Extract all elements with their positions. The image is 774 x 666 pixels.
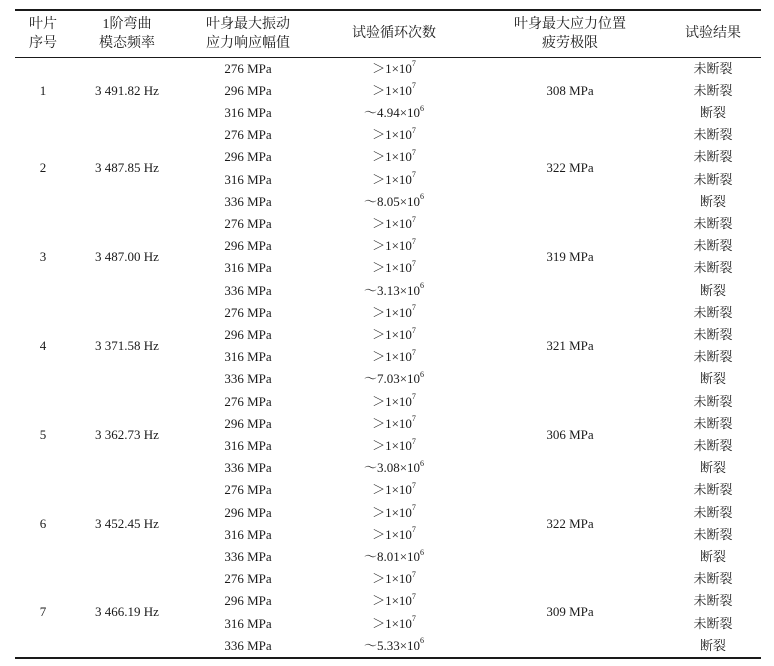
test-result-cell: 未断裂	[693, 60, 733, 76]
header-line: 序号	[29, 35, 57, 51]
modal-frequency-cell: 3 487.85 Hz	[95, 160, 159, 176]
test-result-cell: 未断裂	[693, 238, 733, 254]
stress-amplitude-cell: 276 MPa	[224, 571, 272, 587]
stress-amplitude-cell: 276 MPa	[224, 482, 272, 498]
cycles-value: ＞1×10	[372, 593, 412, 609]
cycles-exponent: 6	[420, 281, 425, 291]
cycles-value: ＞1×10	[372, 526, 412, 542]
stress-amplitude-cell: 276 MPa	[224, 304, 272, 320]
fatigue-limit-cell: 319 MPa	[546, 249, 594, 265]
cycles-exponent: 7	[411, 303, 416, 313]
modal-frequency-cell: 3 362.73 Hz	[95, 426, 159, 442]
test-cycles-cell	[313, 235, 475, 257]
test-cycles-cell	[313, 80, 475, 102]
modal-frequency-cell: 3 487.00 Hz	[95, 249, 159, 265]
test-cycles-cell	[313, 213, 475, 235]
test-result-cell: 未断裂	[693, 149, 733, 165]
test-cycles-cell	[313, 635, 475, 658]
cycles-exponent: 6	[420, 458, 425, 468]
test-result-cell: 未断裂	[693, 526, 733, 542]
stress-amplitude-cell: 336 MPa	[224, 193, 272, 209]
stress-amplitude-cell: 296 MPa	[224, 82, 272, 98]
cycles-exponent: 7	[411, 170, 416, 180]
blade-number-cell: 6	[39, 515, 47, 531]
cycles-value: ＞1×10	[372, 326, 412, 342]
cycles-value: ＞1×10	[372, 82, 412, 98]
cycles-exponent: 7	[411, 347, 416, 357]
header-line: 模态频率	[99, 35, 155, 51]
test-result-cell: 断裂	[699, 371, 726, 387]
test-cycles-cell	[313, 146, 475, 168]
test-result-cell: 断裂	[699, 104, 726, 120]
table-row	[15, 391, 761, 413]
test-result-cell: 未断裂	[693, 304, 733, 320]
cycles-exponent: 7	[411, 147, 416, 157]
header-line: 1阶弯曲	[102, 16, 152, 32]
test-cycles-cell	[313, 391, 475, 413]
cycles-exponent: 7	[411, 125, 416, 135]
test-result-cell: 断裂	[699, 548, 726, 564]
cycles-value: ＞1×10	[372, 393, 412, 409]
cycles-value: ＞1×10	[372, 349, 412, 365]
cycles-value: ～5.33×10	[363, 637, 421, 653]
test-cycles-cell	[313, 346, 475, 368]
test-cycles-cell	[313, 524, 475, 546]
test-cycles-cell	[313, 457, 475, 479]
test-cycles-cell	[313, 590, 475, 612]
stress-amplitude-cell: 336 MPa	[224, 637, 272, 653]
test-result-cell: 未断裂	[693, 171, 733, 187]
fatigue-test-table	[15, 9, 761, 659]
test-result-cell: 未断裂	[693, 393, 733, 409]
stress-amplitude-cell: 316 MPa	[224, 615, 272, 631]
test-cycles-cell	[313, 613, 475, 635]
cycles-exponent: 6	[420, 370, 425, 380]
cycles-value: ＞1×10	[372, 304, 412, 320]
stress-amplitude-cell: 296 MPa	[224, 326, 272, 342]
blade-number-cell: 7	[39, 604, 47, 620]
cycles-exponent: 6	[420, 103, 425, 113]
modal-frequency-cell: 3 466.19 Hz	[95, 604, 159, 620]
cycles-exponent: 7	[411, 614, 416, 624]
cycles-exponent: 7	[411, 525, 416, 535]
header-line: 试验结果	[685, 26, 741, 42]
blade-number-cell: 5	[39, 426, 47, 442]
table-row	[15, 57, 761, 80]
test-result-cell: 未断裂	[693, 437, 733, 453]
modal-frequency-cell: 3 452.45 Hz	[95, 515, 159, 531]
test-result-cell: 断裂	[699, 460, 726, 476]
blade-number-cell: 1	[39, 82, 47, 98]
test-cycles-cell	[313, 257, 475, 279]
stress-amplitude-cell: 336 MPa	[224, 460, 272, 476]
stress-amplitude-cell: 316 MPa	[224, 526, 272, 542]
cycles-exponent: 7	[411, 236, 416, 246]
header-line: 应力响应幅值	[206, 35, 290, 51]
cycles-value: ＞1×10	[372, 504, 412, 520]
test-cycles-cell	[313, 368, 475, 390]
cycles-value: ＞1×10	[372, 171, 412, 187]
test-cycles-cell	[313, 502, 475, 524]
table-header	[15, 10, 761, 57]
header-stress-amplitude	[183, 10, 313, 57]
test-cycles-cell	[313, 124, 475, 146]
test-result-cell: 未断裂	[693, 260, 733, 276]
header-fatigue-limit	[475, 10, 665, 57]
cycles-exponent: 7	[411, 436, 416, 446]
stress-amplitude-cell: 316 MPa	[224, 104, 272, 120]
stress-amplitude-cell: 316 MPa	[224, 437, 272, 453]
cycles-value: ＞1×10	[372, 415, 412, 431]
cycles-exponent: 7	[411, 259, 416, 268]
cycles-value: ～7.03×10	[363, 371, 421, 387]
test-result-cell: 未断裂	[693, 326, 733, 342]
test-cycles-cell	[313, 102, 475, 124]
table-row	[15, 124, 761, 146]
blade-number-cell: 2	[39, 160, 47, 176]
cycles-value: ＞1×10	[372, 615, 412, 631]
table-row	[15, 302, 761, 324]
table-row	[15, 479, 761, 501]
test-result-cell: 未断裂	[693, 615, 733, 631]
fatigue-limit-cell: 306 MPa	[546, 426, 594, 442]
cycles-exponent: 7	[411, 503, 416, 513]
fatigue-limit-cell: 308 MPa	[546, 82, 594, 98]
table-row	[15, 568, 761, 590]
test-cycles-cell	[313, 324, 475, 346]
cycles-exponent: 6	[420, 547, 425, 557]
test-cycles-cell	[313, 479, 475, 501]
test-result-cell: 未断裂	[693, 482, 733, 498]
blade-number-cell: 4	[39, 338, 47, 354]
cycles-exponent: 6	[420, 636, 425, 646]
test-cycles-cell	[313, 546, 475, 568]
cycles-value: ＞1×10	[372, 215, 412, 231]
header-line: 试验循环次数	[352, 26, 436, 42]
stress-amplitude-cell: 276 MPa	[224, 127, 272, 143]
stress-amplitude-cell: 296 MPa	[224, 415, 272, 431]
modal-frequency-cell: 3 491.82 Hz	[95, 82, 159, 98]
cycles-exponent: 7	[411, 59, 416, 69]
test-result-cell: 未断裂	[693, 349, 733, 365]
header-blade-number	[15, 10, 71, 57]
cycles-value: ＞1×10	[372, 437, 412, 453]
cycles-exponent: 7	[411, 392, 416, 402]
test-result-cell: 断裂	[699, 193, 726, 209]
stress-amplitude-cell: 276 MPa	[224, 60, 272, 76]
test-result-cell: 未断裂	[693, 571, 733, 587]
header-row	[15, 10, 761, 57]
header-test-result	[665, 10, 761, 57]
cycles-value: ～3.13×10	[363, 282, 421, 298]
header-line: 疲劳极限	[542, 35, 598, 51]
cycles-exponent: 7	[411, 592, 416, 602]
test-result-cell: 未断裂	[693, 593, 733, 609]
table-body	[15, 57, 761, 658]
test-cycles-cell	[313, 191, 475, 213]
cycles-exponent: 7	[411, 214, 416, 224]
test-cycles-cell	[313, 302, 475, 324]
cycles-value: ～4.94×10	[363, 104, 421, 120]
cycles-exponent: 7	[411, 569, 416, 579]
fatigue-limit-cell: 322 MPa	[546, 515, 594, 531]
header-modal-frequency	[71, 10, 183, 57]
cycles-exponent: 7	[411, 414, 416, 424]
test-result-cell: 未断裂	[693, 215, 733, 231]
stress-amplitude-cell: 316 MPa	[224, 349, 272, 365]
cycles-value: ＞1×10	[372, 238, 412, 254]
blade-number-cell: 3	[39, 249, 47, 265]
table-row	[15, 213, 761, 235]
cycles-exponent: 7	[411, 481, 416, 491]
test-result-cell: 未断裂	[693, 127, 733, 143]
stress-amplitude-cell: 276 MPa	[224, 215, 272, 231]
stress-amplitude-cell: 336 MPa	[224, 548, 272, 564]
test-cycles-cell	[313, 413, 475, 435]
fatigue-limit-cell: 322 MPa	[546, 160, 594, 176]
stress-amplitude-cell: 336 MPa	[224, 371, 272, 387]
fatigue-limit-cell: 309 MPa	[546, 604, 594, 620]
test-cycles-cell	[313, 280, 475, 302]
cycles-value: ～8.01×10	[363, 548, 421, 564]
test-result-cell: 断裂	[699, 637, 726, 653]
cycles-value: ～3.08×10	[363, 460, 421, 476]
cycles-exponent: 6	[420, 192, 425, 202]
cycles-value: ＞1×10	[372, 127, 412, 143]
cycles-value: ＞1×10	[372, 571, 412, 587]
stress-amplitude-cell: 296 MPa	[224, 149, 272, 165]
header-line: 叶片	[29, 16, 57, 32]
header-line: 叶身最大振动	[206, 16, 290, 32]
test-result-cell: 未断裂	[693, 82, 733, 98]
cycles-value: ～8.05×10	[363, 193, 421, 209]
cycles-exponent: 7	[411, 325, 416, 335]
stress-amplitude-cell: 276 MPa	[224, 393, 272, 409]
stress-amplitude-cell: 316 MPa	[224, 260, 272, 276]
modal-frequency-cell: 3 371.58 Hz	[95, 338, 159, 354]
test-cycles-cell	[313, 435, 475, 457]
cycles-value: ＞1×10	[372, 260, 412, 276]
cycles-value: ＞1×10	[372, 482, 412, 498]
test-result-cell: 未断裂	[693, 504, 733, 520]
stress-amplitude-cell: 316 MPa	[224, 171, 272, 187]
fatigue-limit-cell: 321 MPa	[546, 338, 594, 354]
cycles-exponent: 7	[411, 81, 416, 91]
test-cycles-cell	[313, 57, 475, 80]
cycles-value: ＞1×10	[372, 149, 412, 165]
stress-amplitude-cell: 296 MPa	[224, 238, 272, 254]
test-cycles-cell	[313, 169, 475, 191]
header-test-cycles	[313, 10, 475, 57]
header-line: 叶身最大应力位置	[514, 16, 626, 32]
test-cycles-cell	[313, 568, 475, 590]
stress-amplitude-cell: 296 MPa	[224, 593, 272, 609]
cycles-value: ＞1×10	[372, 60, 412, 76]
stress-amplitude-cell: 336 MPa	[224, 282, 272, 298]
stress-amplitude-cell: 296 MPa	[224, 504, 272, 520]
test-result-cell: 断裂	[699, 282, 726, 298]
test-result-cell: 未断裂	[693, 415, 733, 431]
